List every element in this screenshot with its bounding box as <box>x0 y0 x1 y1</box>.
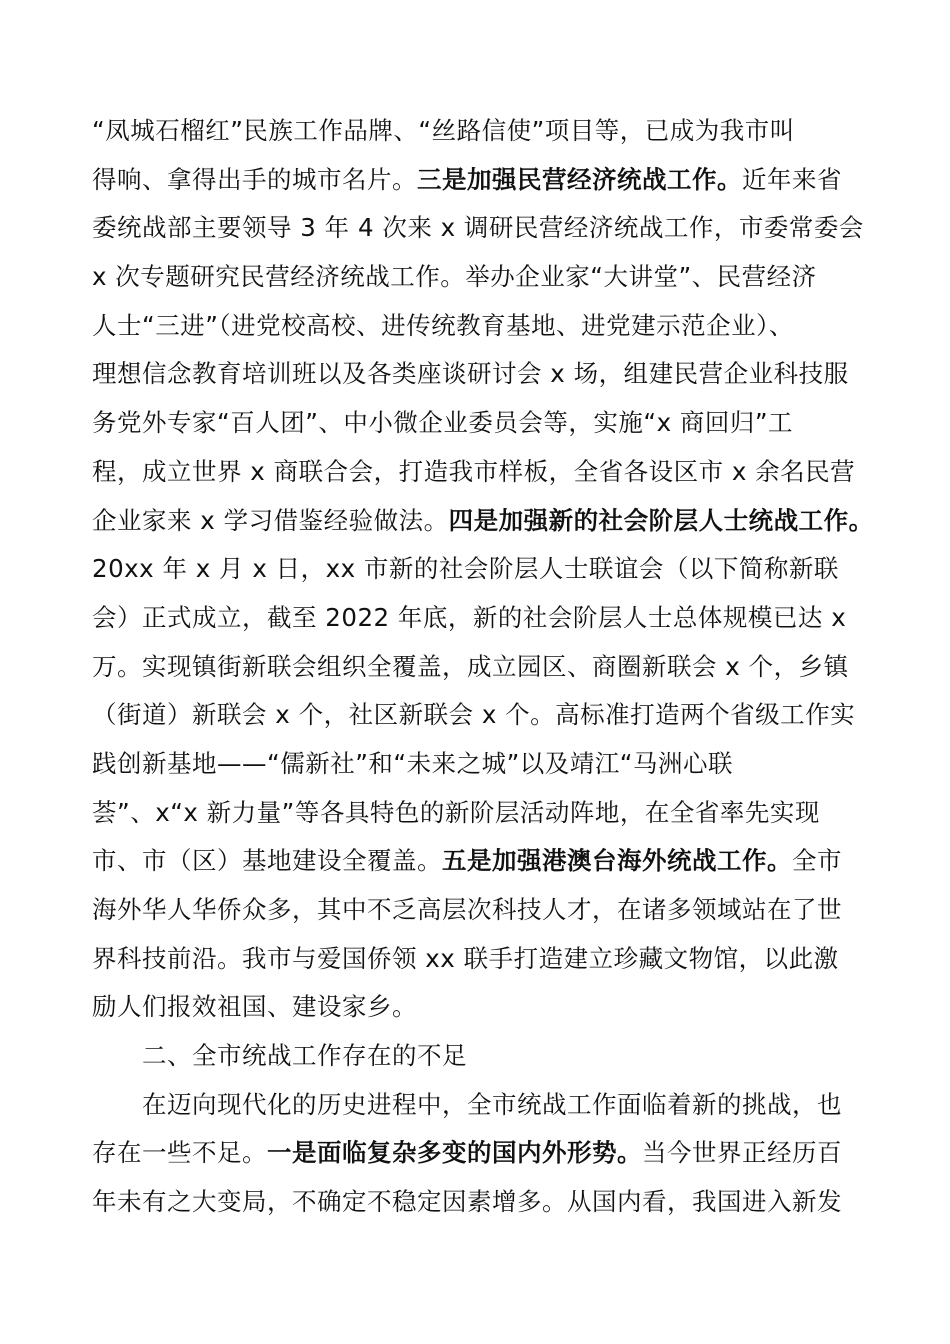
paragraph-line <box>92 545 882 594</box>
bold-subheading-text: 一是面临复杂多变的国内外形势。 <box>267 1138 642 1168</box>
section-heading <box>92 1032 882 1081</box>
body-text: 励人们报效祖国、建设家乡。 <box>92 992 417 1022</box>
paragraph-line <box>92 107 882 156</box>
paragraph-line <box>92 886 882 935</box>
bold-subheading-text: 五是加强港澳台海外统战工作。 <box>442 846 792 876</box>
paragraph-line <box>92 1129 882 1178</box>
paragraph-line <box>92 156 882 205</box>
body-text: 市、市（区）基地建设全覆盖。 <box>92 846 442 876</box>
document-body <box>92 107 882 1227</box>
body-text: 存在一些不足。 <box>92 1138 267 1168</box>
paragraph-line <box>92 594 882 643</box>
body-text: 界科技前沿。我市与爱国侨领 xx 联手打造建立珍藏文物馆，以此激 <box>92 943 839 973</box>
body-text: x 次专题研究民营经济统战工作。举办企业家“大讲堂”、民营经济 <box>92 262 817 292</box>
paragraph-line <box>92 837 882 886</box>
paragraph-line <box>92 302 882 351</box>
body-text: 理想信念教育培训班以及各类座谈研讨会 x 场，组建民营企业科技服 <box>92 359 849 389</box>
body-text: 企业家来 x 学习借鉴经验做法。 <box>92 505 449 535</box>
paragraph-line <box>92 691 882 740</box>
body-text: 荟”、x“x 新力量”等各具特色的新阶层活动阵地，在全省率先实现 <box>92 797 820 827</box>
body-text: 海外华人华侨众多，其中不乏高层次科技人才，在诸多领域站在了世 <box>92 895 842 924</box>
paragraph-line <box>92 983 882 1032</box>
body-text: 全市 <box>792 846 842 876</box>
body-text: （街道）新联会 x 个，社区新联会 x 个。高标准打造两个省级工作实 <box>92 700 856 730</box>
body-text: 近年来省 <box>742 164 842 194</box>
body-text: 得响、拿得出手的城市名片。 <box>92 164 417 194</box>
body-text: 20xx 年 x 月 x 日，xx 市新的社会阶层人士联谊会（以下简称新联 <box>92 554 839 584</box>
paragraph-line <box>92 399 882 448</box>
paragraph-line <box>92 740 882 789</box>
paragraph-line <box>92 1178 882 1227</box>
body-text: 程，成立世界 x 商联合会，打造我市样板，全省各设区市 x 余名民营 <box>92 456 856 486</box>
bold-subheading-text: 四是加强新的社会阶层人士统战工作。 <box>448 505 874 535</box>
paragraph-line <box>92 448 882 497</box>
body-text: 践创新基地——“儒新社”和“未来之城”以及靖江“马洲心联 <box>92 748 733 778</box>
body-text: 会）正式成立，截至 2022 年底，新的社会阶层人士总体规模已达 x <box>92 602 847 632</box>
body-text: 务党外专家“百人团”、中小微企业委员会等，实施“x 商回归”工 <box>92 408 794 438</box>
body-text: 年未有之大变局，不确定不稳定因素增多。从国内看，我国进入新发 <box>92 1187 842 1217</box>
body-text: “凤城石榴红”民族工作品牌、“丝路信使”项目等，已成为我市叫 <box>92 116 795 145</box>
paragraph-line <box>92 643 882 692</box>
paragraph-line <box>92 497 882 546</box>
paragraph-line <box>92 253 882 302</box>
body-text: 当今世界正经历百 <box>642 1138 842 1168</box>
paragraph-line <box>92 935 882 984</box>
body-text: 二、全市统战工作存在的不足 <box>142 1041 467 1071</box>
paragraph-line <box>92 204 882 253</box>
paragraph-line <box>92 789 882 838</box>
body-text: 在迈向现代化的历史进程中，全市统战工作面临着新的挑战，也 <box>142 1089 842 1119</box>
paragraph-line <box>92 1081 882 1130</box>
bold-subheading-text: 三是加强民营经济统战工作。 <box>417 164 742 194</box>
body-text: 人士“三进”（进党校高校、进传统教育基地、进党建示范企业）、 <box>92 310 794 340</box>
paragraph-line <box>92 350 882 399</box>
body-text: 万。实现镇街新联会组织全覆盖，成立园区、商圈新联会 x 个，乡镇 <box>92 651 849 681</box>
body-text: 委统战部主要领导 3 年 4 次来 x 调研民营经济统战工作，市委常委会 <box>92 213 864 243</box>
